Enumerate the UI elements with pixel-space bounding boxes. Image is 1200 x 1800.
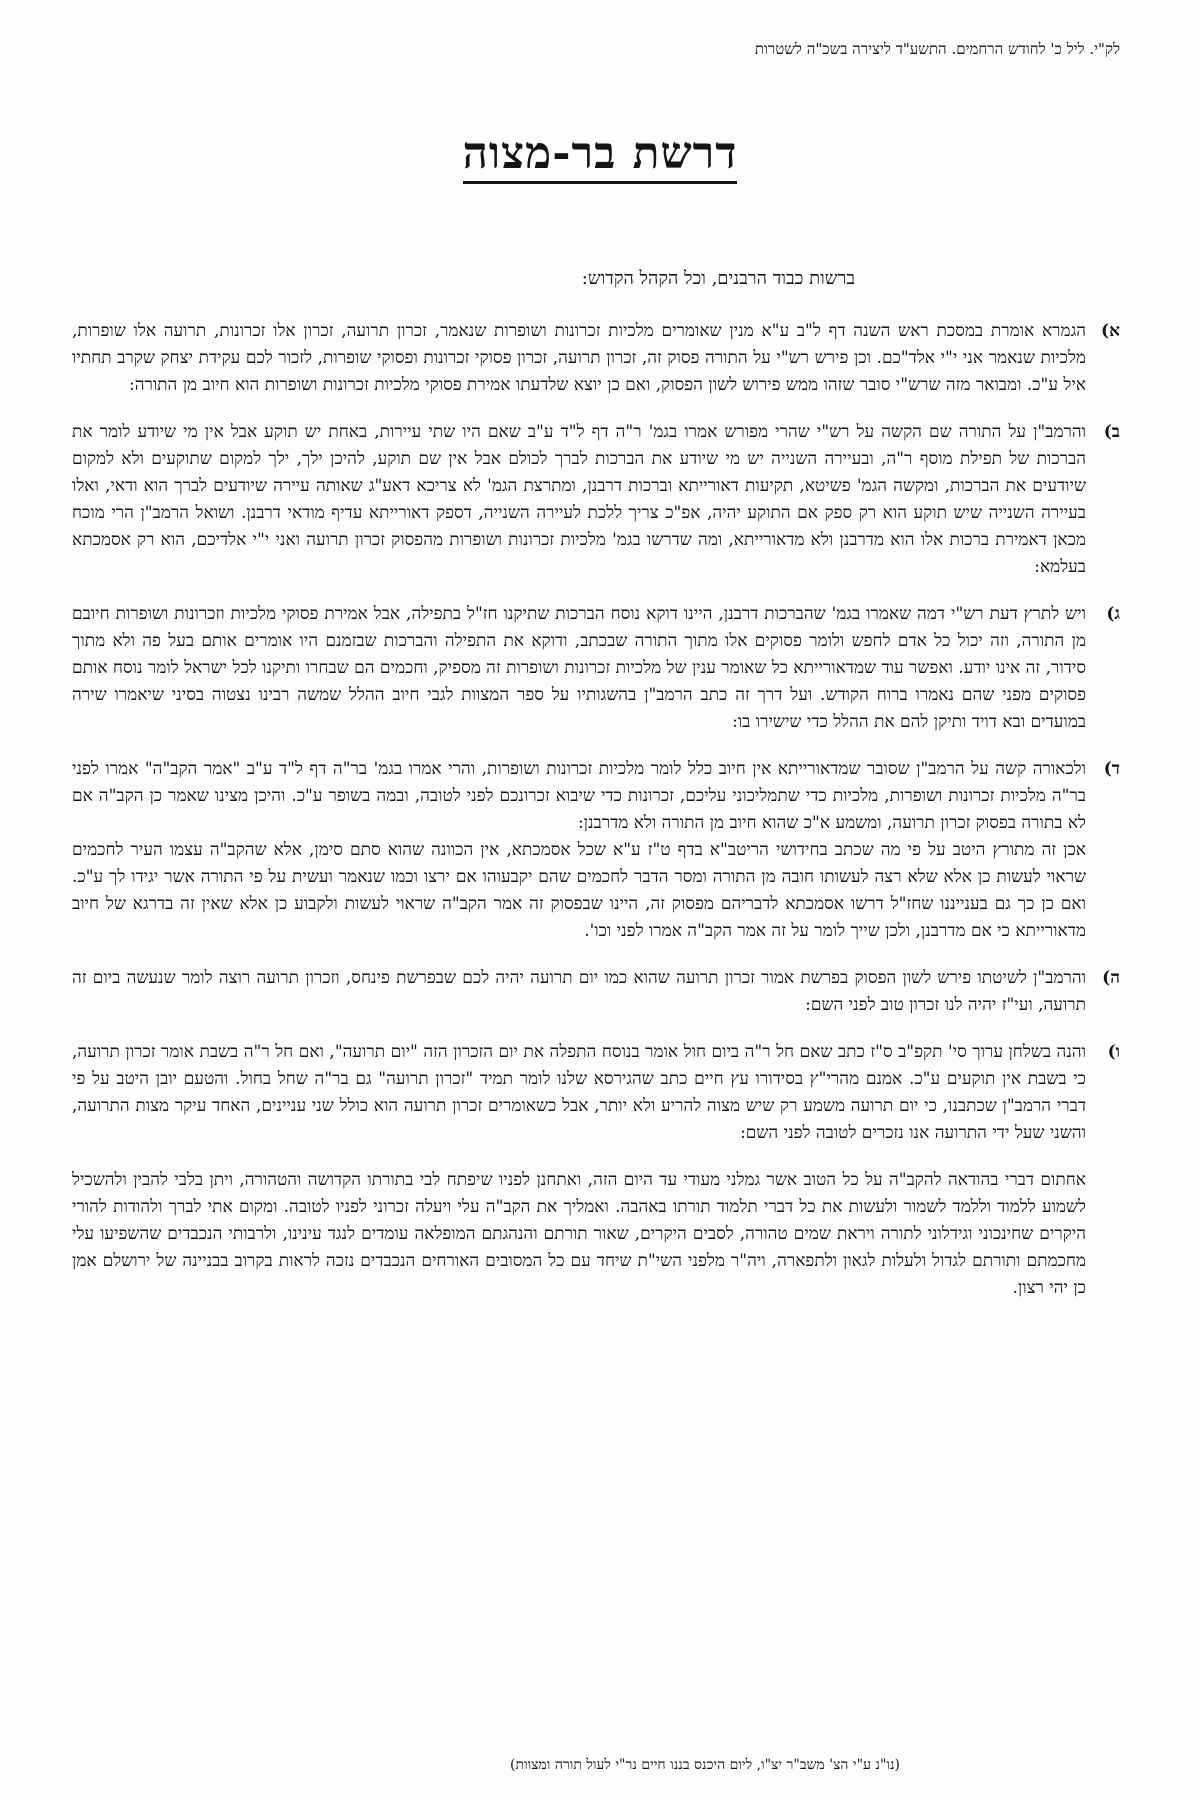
- paragraph-text: [72, 601, 1086, 736]
- salutation: ברשות כבוד הרבנים, וכל הקהל הקדוש:: [581, 268, 855, 289]
- paragraph-text: [72, 965, 1086, 1019]
- title-text: דרשת בר-מצוה: [463, 128, 738, 184]
- paragraph-marker: ג): [1106, 604, 1120, 624]
- paragraph-text: [72, 1039, 1086, 1147]
- paragraph-body: הגמרא אומרת במסכת ראש השנה דף ל"ב ע"א מנין שאומרים מלכיות זכרונות ושופרות שנאמר, זכרון תרועה, זכרון אלו זכרונות, תרועה אלו שופרות, מלכיות שנאמר אני י"י אלד"כם. וכן פירש רש"י על התורה פסוק זה, זכרון תרועה, זכרון פסוקי זכרונות ופסוקי שופרות, לזכור לכם עקידת יצחק שקרב תחתיו איל ע"כ. ומבואר מזה שרש"י סובר שזהו ממש פירוש לשון הפסוק, ואם כן יוצא שלדעתו אמירת פסוקי מלכיות זכרונות ושופרות הוא חיוב מן התורה:: [72, 321, 1086, 395]
- paragraph-he: [72, 965, 1120, 1019]
- paragraph-marker: א): [1101, 321, 1120, 341]
- paragraph-body: ויש לתרץ דעת רש"י דמה שאמרו בגמ' שהברכות דרבנן, היינו דוקא נוסח הברכות שתיקנו חז"ל בתפילה, אבל אמירת פסוקי מלכיות וזכרונות ושופרות חיובם מן התורה, וזה יכול כל אדם לחפש ולומר פסוקים אלו מתוך התורה שבכתב, ודוקא את התפילה והברכות שבזמנם היו אומרים אותם בעל פה ולא מתוך סידור, זה אינו יודע. ואפשר עוד שמדאורייתא כל שאומר ענין של מלכיות זכרונות ושופרות זה מספיק, וחכמים הם שבחרו ותיקנו לכל ישראל לומר נוסח אותם פסוקים מפני שהם נאמרו ברוח הקודש. ועל דרך זה כתב הרמב"ן בהשגותיו על ספר המצוות לגבי חיוב ההלל שמשה רבינו נצטוה בסיני שיאמרו שירה במועדים ובא דויד ותיקן להם את ההלל כדי שישירו בו:: [72, 604, 1086, 732]
- paragraph-text: [72, 419, 1086, 581]
- paragraph-body: והרמב"ן על התורה שם הקשה על רש"י שהרי מפורש אמרו בגמ' ר"ה דף ל"ד ע"ב שאם היו שתי עיירות, באחת יש תוקע אבל אין מי שיודע לומר את הברכות של תפילת מוסף ר"ה, ובעיירה השנייה יש מי שיודע את הברכות לברך לכולם אבל אין שם תוקע, להיכן ילך, ילך למקום שתוקעים ולא למקום שיודעים את הברכות, ומקשה הגמ' פשיטא, תקיעות דאורייתא וברכות דרבנן, ומתרצת הגמ' לא צריכא דאע"ג שאותה עיירה שיודעים לברך הוא ודאי, ואלו בעיירה השנייה שיש תוקע הוא רק ספק אם התוקע יהיה, אפ"כ צריך ללכת לעיירה השנייה, דספק דאורייתא עדיף מודאי דרבנן. ושואל הרמב"ן הרי מוכח מכאן דאמירת ברכות אלו הוא מדרבנן ולא מדאורייתא, ומה שדרשו בגמ' מלכיות זכרונות ושופרות מהפסוק זכרון תרועה ואני י"י אלדיכם, הוא רק אסמכתא בעלמא:: [72, 422, 1086, 577]
- paragraph-marker: ה): [1102, 968, 1120, 988]
- paragraph-marker: ד): [1103, 759, 1120, 779]
- header-dateline: לק"י. ליל כ' לחודש הרחמים. התשע"ד ליצירה בשכ"ה לשטרות: [754, 40, 1120, 58]
- paragraph-body-continued: אכן זה מתורץ היטב על פי מה שכתב בחידושי הריטב"א בדף ט"ז ע"א שכל אסמכתא, אין הכוונה שהוא סתם סימן, אלא שהקב"ה עצמו העיר לחכמים שראוי לעשות כן אלא שלא רצה לעשותו חובה מן התורה ומסר הדבר לחכמים שהם יקבעוהו אם ירצו וכמו שנאמר ועשית על פי התורה אשר יגידו לך ע"כ. ואם כן כך גם בענייננו שחז"ל דרשו אסמכתא לדבריהם מפסוק זה, היינו שבפסוק זה אמר הקב"ה שראוי לעשות ולקבוע כן אלא שאין זה בדרגא של חיוב מדאורייתא כי אם מדרבנן, ולכן שייך לומר על זה אמר הקב"ה אמרו לפני וכו'.: [72, 840, 1086, 941]
- paragraph-marker: ב): [1103, 422, 1120, 442]
- footer-note: (נו"נ ע"י הצ' משב"ר יצ"ו, ליום היכנס בננו חיים נר"י לעול תורה ומצוות): [509, 1757, 900, 1773]
- paragraph-vav: [72, 1039, 1120, 1147]
- paragraph-body: והרמב"ן לשיטתו פירש לשון הפסוק בפרשת אמור זכרון תרועה שהוא כמו יום תרועה יהיה לכם שבפרשת פינחס, וזכרון תרועה רוצה לומר שנעשה ביום זה תרועה, ועי"ז יהיה לנו זכרון טוב לפני השם:: [72, 968, 1086, 1015]
- paragraph-marker: ו): [1107, 1042, 1120, 1062]
- paragraph-text: [72, 756, 1086, 945]
- paragraph-body: והנה בשלחן ערוך סי' תקפ"ב ס"ז כתב שאם חל ר"ה ביום חול אומר בנוסח התפלה את יום הזכרון הזה "יום תרועה", ואם חל ר"ה בשבת אומר זכרון תרועה, כי בשבת אין תוקעים ע"כ. אמנם מהרי"ץ בסידורו עץ חיים כתב שהגירסא שלנו לומר תמיד "זכרון תרועה" גם בר"ה שחל בחול. והטעם יובן היטב על פי דברי הרמב"ן שכתבנו, כי יום תרועה משמע רק שיש מצוה להריע ולא יותר, אבל כשאומרים זכרון תרועה הוא כולל שני עניינים, האחד עיקר מצות התרועה, והשני שעל ידי התרועה אנו נזכרים לטובה לפני השם:: [72, 1042, 1086, 1143]
- paragraph-alef: [72, 318, 1120, 399]
- paragraph-body: ולכאורה קשה על הרמב"ן שסובר שמדאורייתא אין חיוב כלל לומר מלכיות זכרונות ושופרות, והרי אמרו בגמ' בר"ה דף ל"ד ע"ב "אמר הקב"ה" אמרו לפני בר"ה מלכיות זכרונות ושופרות, מלכיות כדי שתמליכוני עליכם, זכרונות כדי שיבוא זכרונכם לפני לטובה, ובמה בשופר ע"כ. והיכן מצינו שאמר כן הקב"ה אם לא בתורה בפסוק זכרון תרועה, ומשמע א"כ שהוא חיוב מן התורה ולא מדרבנן:: [72, 759, 1086, 833]
- paragraph-text: [72, 318, 1086, 399]
- document-body: [72, 318, 1120, 1302]
- paragraph-gimel: [72, 601, 1120, 736]
- paragraph-dalet: [72, 756, 1120, 945]
- paragraph-bet: [72, 419, 1120, 581]
- closing-paragraph: אחתום דברי בהודאה להקב"ה על כל הטוב אשר גמלני מעודי עד היום הזה, ואתחנן לפניו שיפתח לבי בתורתו הקדושה והטהורה, ויתן בלבי להבין ולהשכיל לשמוע ללמוד וללמד לשמור ולעשות את כל דברי תלמוד תורתו באהבה. ואמליך את הקב"ה עלי ויעלה זכרוני לפניו לטובה. ומקום אתי לברך ולהודות להורי היקרים שחינכוני וגידלוני לתורה ויראת שמים טהורה, לסבים היקרים, שאור תורתם והנהגתם המופלאה עומדים לנגד עינינו, ולרבותי הנכבדים שהשפיעו עלי מחכמתם ותורתם לגדול ולעלות לגאון ולתפארה, ויה"ר מלפני השי"ת שיחד עם כל המסובים האורחים הנכבדים נזכה לראות בקרוב בבניינה של ירושלם אמן כן יהי רצון.: [72, 1170, 1087, 1298]
- page-title: [0, 128, 1200, 179]
